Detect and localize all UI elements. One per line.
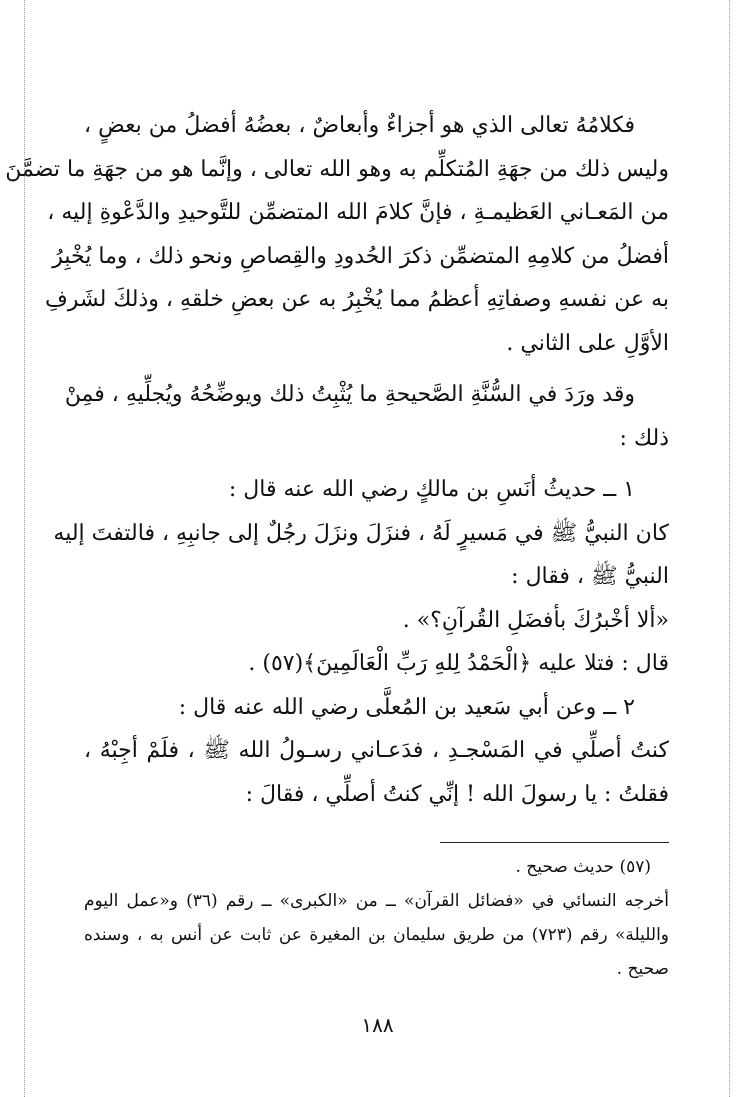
hadith-2-text [84, 729, 669, 816]
hadith-1-heading [84, 468, 669, 512]
text-line: ٢ ــ وعن أبي سَعيد بن المُعلَّى رضي الله عنه قال : [178, 694, 635, 720]
footnotes [84, 850, 669, 986]
footnote-separator [440, 842, 669, 843]
text-line: «ألا أخْبرُكَ بأفضَلِ القُرآنِ؟» . [402, 607, 669, 633]
text-line: ١ ــ حديثُ أنَسِ بن مالكٍ رضي الله عنه قال : [228, 477, 635, 502]
text-line: فقلتُ : يا رسولَ الله ! إنِّي كنتُ أصلِّي ، فقالَ : [245, 781, 669, 807]
text-line: قال : فتلا عليه ﴿الْحَمْدُ لِلهِ رَبِّ الْعَالَمِينَ﴾(٥٧) . [248, 651, 669, 676]
text-line: وليس ذلك من جهَةِ المُتكلِّم به وهو الله تعالى ، وإنَّما هو من جهَةِ ما تضمَّنَ [5, 156, 669, 182]
paragraph-2 [64, 373, 669, 460]
text-line: فكلامُهُ تعالى الذي هو أجزاءٌ وأبعاضٌ ، بعضُهُ أفضلُ من بعضٍ ، [84, 113, 635, 138]
footnote-line: (٥٧) حديث صحيح . [515, 857, 651, 877]
text-line: وقد ورَدَ في السُّنَّةِ الصَّحيحةِ ما يُثْبِتُ ذلك ويوضِّحُهُ ويُجلِّيهِ ، فمِنْ [64, 382, 635, 407]
text-line: النبيُّ ﷺ ، فقال : [511, 564, 669, 589]
text-line: الأوَّلِ على الثاني . [506, 330, 669, 356]
hadith-1-quote [84, 599, 669, 643]
text-line: ذلك : [619, 425, 669, 451]
paragraph-1 [5, 104, 669, 365]
page-edge-right [729, 0, 730, 1097]
text-line: من المَعـاني العَظيمـةِ ، فإنَّ كلامَ الله المتضمِّن للتَّوحيدِ والدَّعْوةِ إليه ، [47, 200, 669, 225]
footnote-line: صحيح . [616, 959, 669, 979]
hadith-1-recitation [84, 642, 669, 686]
hadith-2-heading [84, 686, 669, 730]
text-line: أفضلُ من كلامِهِ المتضمِّن ذكرَ الحُدودِ والقِصاصِ ونحو ذلك ، وما يُخْبِرُ [52, 243, 669, 269]
footnote-line: أخرجه النسائي في «فضائل القرآن» ــ من «الكبرى» ــ رقم (٣٦) و«عمل اليوم [84, 891, 669, 911]
text-line: كنتُ أصلِّي في المَسْجـدِ ، فدَعـاني رسـولُ الله ﷺ ، فلَمْ أجِبْهُ ، [84, 738, 669, 763]
hadith-1-text [53, 512, 669, 599]
page-number: ١٨٨ [361, 1013, 394, 1037]
text-line: كان النبيُّ ﷺ في مَسيرٍ لَهُ ، فنزَلَ ونزَلَ رجُلٌ إلى جانبِهِ ، فالتفتَ إليه [53, 520, 669, 546]
text-line: به عن نفسهِ وصفاتِهِ أعظمُ مما يُخْبِرُ به عن بعضِ خلقهِ ، وذلكَ لشَرفِ [45, 287, 669, 312]
footnote-line: والليلة» رقم (٧٢٣) من طريق سليمان بن المغيرة عن ثابت عن أنس به ، وسنده [84, 925, 669, 945]
page-body [5, 104, 669, 816]
